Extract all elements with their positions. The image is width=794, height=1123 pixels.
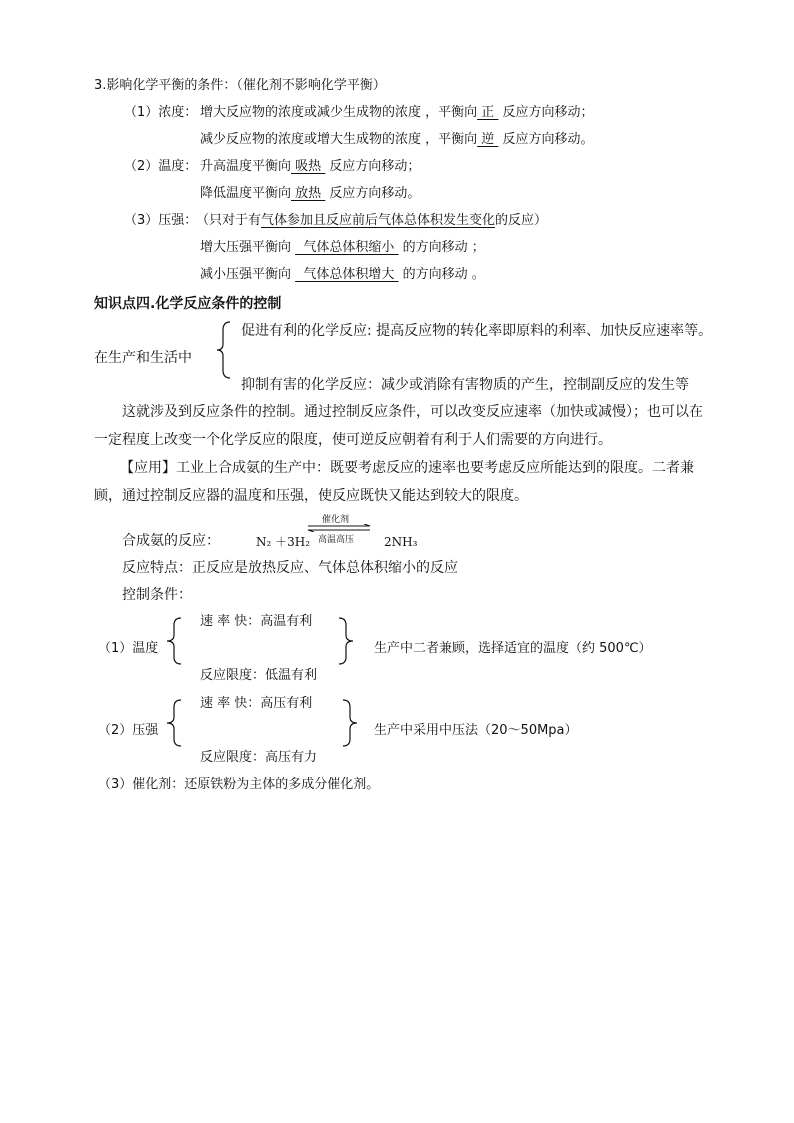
temp-label: （1）温度 <box>98 641 159 656</box>
pressure-line1: 增大压强平衡向 气体总体积缩小 的方向移动 ； <box>200 240 485 255</box>
catalyst-line: （3）催化剂：还原铁粉为主体的多成分催化剂。 <box>98 777 380 792</box>
answer-blank: 气体总体积缩小 <box>295 240 399 255</box>
brace-top-text: 促进有利的化学反应: 提高反应物的转化率即原料的利率、加快反应速率等。 <box>241 323 713 339</box>
pressure-line2: 减小压强平衡向 气体总体积增大 的方向移动 。 <box>200 267 485 282</box>
press-rate: 速 率 快：高压有利 <box>200 696 313 711</box>
left-brace-icon <box>164 616 184 666</box>
reversible-arrow <box>306 512 372 546</box>
answer-blank: 正 <box>477 105 499 120</box>
right-brace-icon <box>336 616 356 666</box>
reaction-feature: 反应特点：正反应是放热反应、气体总体积缩小的反应 <box>122 560 458 576</box>
temp-limit: 反应限度：低温有利 <box>200 668 318 683</box>
answer-blank: 气体总体积增大 <box>295 267 399 282</box>
temperature-line2: 降低温度平衡向 放热 反应方向移动。 <box>200 186 421 201</box>
answer-blank: 逆 <box>477 132 499 147</box>
section4-heading: 知识点四.化学反应条件的控制 <box>94 296 282 312</box>
press-label: （2）压强 <box>98 723 159 738</box>
conditions-label: 高温高压 <box>318 535 355 545</box>
paragraph2-line2: 顾，通过控制反应器的温度和压强，使反应既快又能达到较大的限度。 <box>94 488 528 504</box>
equilibrium-arrow-icon <box>306 524 372 532</box>
right-brace-icon <box>340 698 360 748</box>
reaction-label: 合成氨的反应： <box>122 533 220 549</box>
concentration-line2: 减少反应物的浓度或增大生成物的浓度 ，平衡向 逆 反应方向移动。 <box>200 132 594 147</box>
answer-blank: 吸热 <box>291 159 326 174</box>
answer-blank: 放热 <box>291 186 326 201</box>
pressure-note: （只对于有气体参加且反应前后气体总体积发生变化的反应） <box>196 213 548 228</box>
reactants: N₂ ＋3H₂ <box>256 535 311 549</box>
press-result: 生产中采用中压法（20～50Mpa） <box>374 723 578 738</box>
temp-result: 生产中二者兼顾，选择适宜的温度（约 500℃） <box>374 641 652 656</box>
concentration-line1: 增大反应物的浓度或减少生成物的浓度 ，平衡向 正 反应方向移动； <box>200 105 594 120</box>
pressure-label: （3）压强： <box>124 213 198 228</box>
product: 2NH₃ <box>384 535 418 549</box>
left-brace-icon <box>164 698 184 748</box>
control-label: 控制条件： <box>122 587 192 603</box>
press-limit: 反应限度：高压有力 <box>200 750 318 765</box>
paragraph1-line2: 一定程度上改变一个化学反应的限度，使可逆反应朝着有利于人们需要的方向进行。 <box>94 432 612 448</box>
left-brace-icon <box>214 320 234 380</box>
section3-title: 3.影响化学平衡的条件：（催化剂不影响化学平衡） <box>94 78 386 93</box>
brace-bottom-text: 抑制有害的化学反应：减少或消除有害物质的产生，控制副反应的发生等 <box>241 377 689 393</box>
life-label: 在生产和生活中 <box>94 350 192 366</box>
temperature-label: （2）温度： <box>124 159 198 174</box>
paragraph2-line1: 【应用】工业上合成氨的生产中：既要考虑反应的速率也要考虑反应所能达到的限度。二者兼 <box>120 460 694 476</box>
temperature-line1: 升高温度平衡向 吸热 反应方向移动； <box>200 159 421 174</box>
concentration-label: （1）浓度： <box>124 105 198 120</box>
temp-rate: 速 率 快：高温有利 <box>200 614 313 629</box>
paragraph1-line1: 这就涉及到反应条件的控制。通过控制反应条件，可以改变反应速率（加快或减慢）；也可以在 <box>122 404 703 420</box>
catalyst-label: 催化剂 <box>322 515 350 525</box>
